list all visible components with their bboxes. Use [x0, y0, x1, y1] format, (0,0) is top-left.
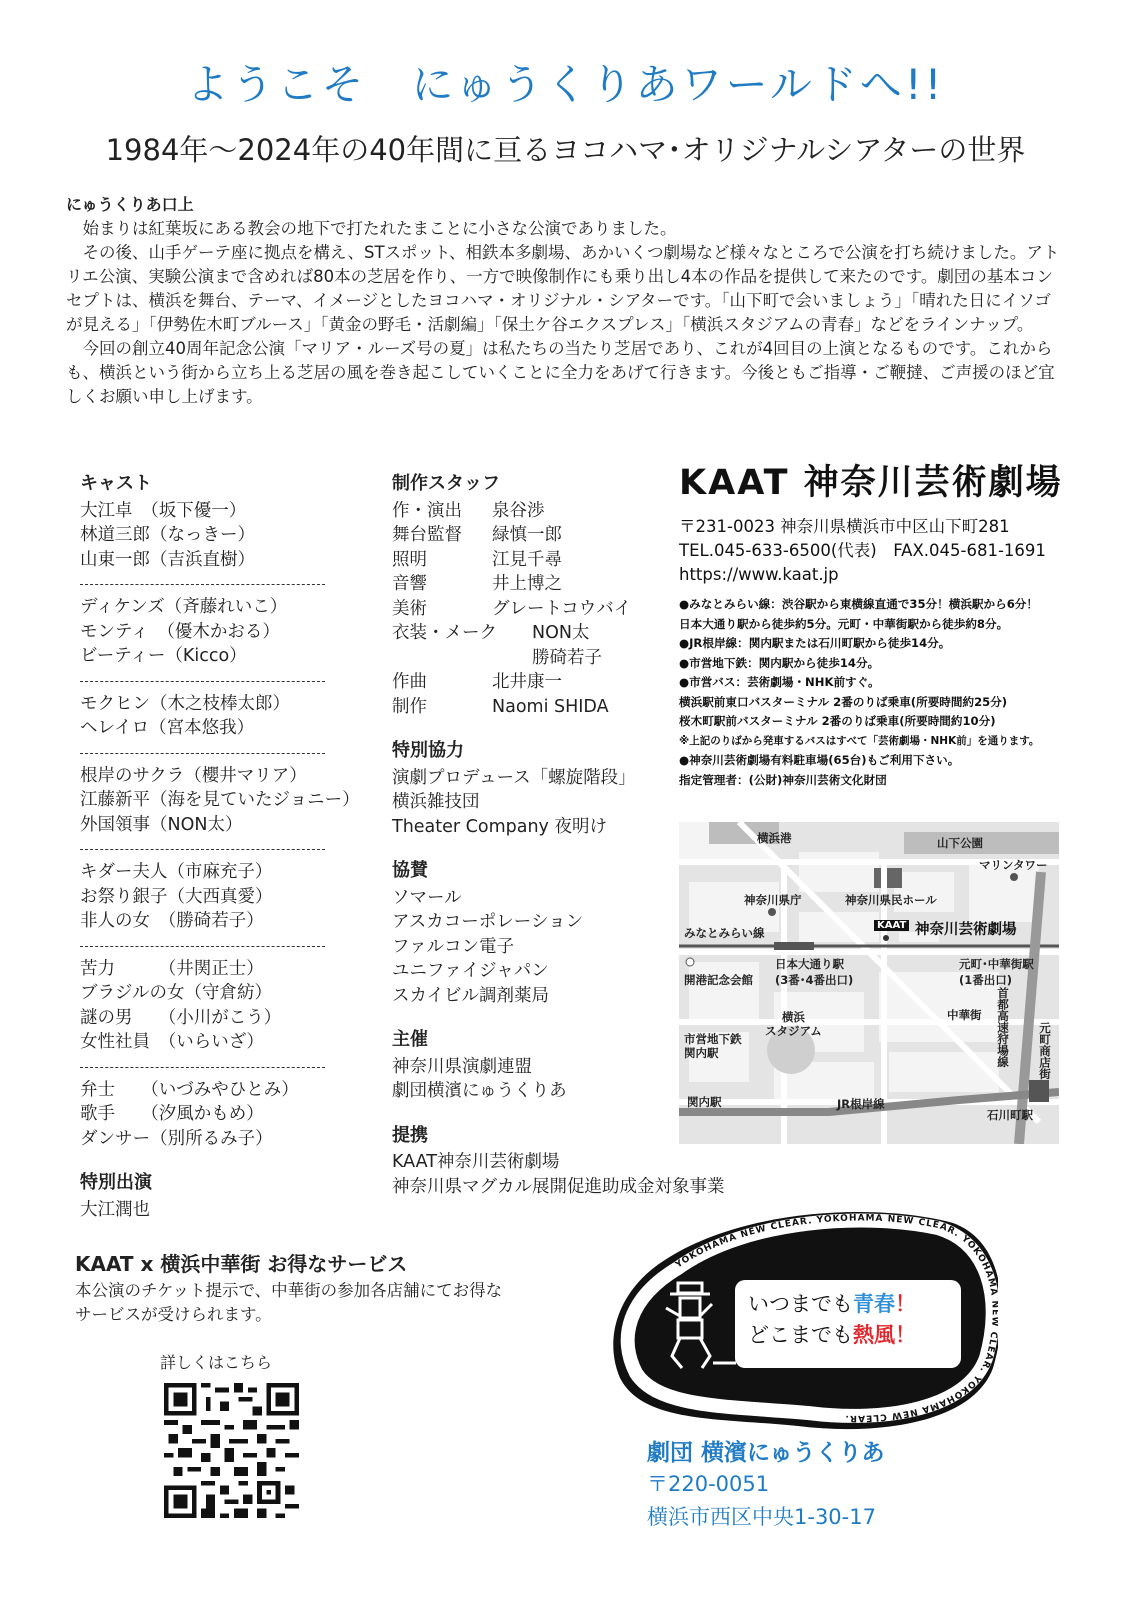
staff-role: 作・演出 — [392, 500, 462, 521]
access-line: ●市営バス：芸術劇場・NHK前すぐ。 — [679, 675, 880, 689]
staff-role: 作曲 — [392, 672, 427, 692]
partner-block — [392, 1124, 725, 1200]
service-body: 本公演のチケット提示で、中華街の参加各店舗にてお得なサービスが受けられます。 — [75, 1281, 503, 1324]
page-subtitle: 1984年～2024年の40年間に亘るヨコハマ･オリジナルシアターの世界 — [105, 133, 1026, 167]
cast-heading: キャスト — [80, 473, 152, 494]
map-label-expressway: 首都高速狩場線 — [996, 987, 1010, 1068]
cast-entry: お祭り銀子（大西真愛） — [80, 886, 273, 907]
staff-heading: 制作スタッフ — [392, 473, 500, 494]
dashed-divider — [80, 753, 325, 754]
badge-graphic — [608, 1208, 998, 1433]
venue-contact — [679, 515, 1089, 587]
slogan-line-2: どこまでも熱風！ — [748, 1323, 916, 1347]
map-label-pref-office: 神奈川県庁 — [744, 893, 802, 907]
staff-person: 緑慎一郎 — [492, 525, 562, 545]
map-label-minatomirai-line: みなとみらい線 — [684, 926, 765, 940]
staff-row — [392, 695, 682, 720]
cast-entry: 林道三郎（なっきー） — [80, 525, 255, 545]
staff-person: 北井康一 — [492, 672, 562, 692]
dashed-divider — [80, 849, 325, 850]
cast-group — [80, 860, 390, 934]
map-label-tower: マリンタワー — [979, 858, 1048, 872]
cast-entry: 根岸のサクラ（櫻井マリア） — [80, 765, 307, 786]
venue-address: 〒231-0023 神奈川県横浜市中区山下町281 — [679, 517, 1010, 536]
map-label-subway-kannai: 市営地下鉄 関内駅 — [684, 1032, 742, 1060]
intro-heading: にゅうくりあ口上 — [66, 195, 194, 214]
organizer-item: 劇団横濱にゅうくりあ — [392, 1081, 567, 1101]
staff-role: 衣装・メーク — [392, 623, 497, 643]
organizer-item: 神奈川県演劇連盟 — [392, 1056, 532, 1077]
cast-entry: モンティ （優木かおる） — [80, 621, 280, 642]
map-label-jr-line: JR根岸線 — [837, 1097, 885, 1111]
map-label-motomachi-exit: (1番出口) — [959, 973, 1013, 987]
intro-paragraph: 始まりは紅葉坂にある教会の地下で打たれたまことに小さな公演でありました。 — [82, 219, 677, 238]
staff-row — [392, 670, 682, 695]
sponsor-item: アスカコーポレーション — [392, 912, 584, 932]
cast-entry: ヘレイロ（宮本悠我） — [80, 718, 255, 738]
cast-entry: ブラジルの女（守倉紡） — [80, 983, 273, 1003]
staff-row — [392, 523, 682, 548]
cast-entry: 女性社員 （いらいざ） — [80, 1032, 264, 1052]
venue-section — [679, 455, 1089, 790]
partner-item: KAAT神奈川芸術劇場 — [392, 1152, 560, 1172]
cast-entry: 大江卓 （坂下優一） — [80, 500, 247, 521]
access-info — [679, 595, 1089, 790]
staff-role: 制作 — [392, 696, 427, 717]
map-label-kaat: 神奈川芸術劇場 — [915, 922, 1017, 938]
service-heading: KAAT x 横浜中華街 お得なサービス — [75, 1252, 408, 1276]
organizer-block — [392, 1028, 682, 1104]
qr-caption: 詳しくはこちら — [160, 1353, 273, 1372]
map-label-chinatown: 中華街 — [947, 1008, 982, 1022]
access-line: 横浜駅前東口バスターミナル 2番のりば乗車(所要時間約25分) — [679, 694, 1008, 709]
sponsors-heading: 協賛 — [392, 860, 428, 881]
staff-role: 舞台監督 — [392, 525, 462, 545]
slogan-line-1: いつまでも青春！ — [748, 1292, 916, 1316]
service-section — [75, 1248, 535, 1327]
intro-paragraph: 今回の創立40周年記念公演「マリア・ルーズ号の夏」は私たちの当たり芝居であり、これが4回目の上演となるものです。これからも、横浜という街から立ち上る芝居の風を巻き起こしていくことに全力をあげて行きます。今後ともご指導・ご鞭撻、ご声援のほど宜しくお願い申し上げます。 — [66, 339, 1055, 406]
staff-row — [392, 572, 682, 597]
map-label-nihon-odori: 日本大通り駅 — [775, 957, 844, 971]
sponsor-item: ユニファイジャパン — [392, 961, 549, 981]
cast-entry: 謎の男 （小川がこう） — [80, 1007, 282, 1028]
staff-row — [392, 597, 682, 622]
staff-person: Naomi SHIDA — [492, 696, 609, 717]
staff-person: グレートコウバイ — [492, 598, 632, 619]
staff-role: 美術 — [392, 598, 427, 619]
troupe-info — [647, 1434, 885, 1533]
cast-entry: モクヒン（木之枝棒太郎） — [80, 693, 290, 714]
cast-entry: キダー夫人（市麻充子） — [80, 862, 273, 882]
cast-section — [80, 472, 390, 1222]
staff-person: 泉谷渉 — [492, 500, 545, 521]
cast-group — [80, 764, 390, 838]
cast-group — [80, 499, 390, 573]
dashed-divider — [80, 681, 325, 682]
cast-group — [80, 1078, 390, 1152]
cooperation-block — [392, 739, 682, 839]
cast-entry: 外国領事（NON太） — [80, 814, 243, 835]
partner-heading: 提携 — [392, 1124, 428, 1146]
kaat-logo: KAAT 神奈川芸術劇場 — [679, 463, 1063, 503]
troupe-name: 劇団 横濱にゅうくりあ — [647, 1440, 885, 1466]
badge-ring-text: YOKOHAMA NEW CLEAR. YOKOHAMA NEW CLEAR. YOKOHAMA CLEAR. YOKOHAMA NEW CLEAR. — [674, 1213, 998, 1423]
qr-code-graphic — [164, 1383, 299, 1518]
sponsors-block — [392, 859, 682, 1008]
cooperation-item: 横浜雑技団 — [392, 792, 480, 812]
venue-phone: TEL.045-633-6500(代表) FAX.045-681-1691 — [679, 541, 1046, 560]
cast-entry: 江藤新平（海を見ていたジョニー） — [80, 790, 360, 810]
cast-entry: ディケンズ（斉藤れいこ） — [80, 597, 288, 617]
map-label-nihon-exit: (3番･4番出口) — [775, 973, 854, 987]
map-kaat-logo: KAAT — [874, 920, 909, 931]
access-line: 日本大通り駅から徒歩約5分。元町・中華街駅から徒歩約8分。 — [679, 616, 1009, 631]
access-line: ●JR根岸線：関内駅または石川町駅から徒歩14分。 — [679, 636, 951, 650]
page-title: ようこそ にゅうくりあワールドへ!! — [186, 60, 945, 109]
map-label-ishikawacho: 石川町駅 — [987, 1108, 1033, 1122]
cast-entry: ビーティー（Kicco） — [80, 646, 247, 666]
sponsor-item: スカイビル調剤薬局 — [392, 985, 549, 1006]
qr-code[interactable] — [164, 1383, 299, 1518]
access-line: ※上記のりばから発車するバスはすべて「芸術劇場・NHK前」を通ります。 — [679, 734, 1040, 747]
access-line: 桜木町駅前バスターミナル 2番のりば乗車(所要時間約10分) — [679, 714, 996, 728]
slogan-badge — [608, 1208, 998, 1433]
intro-section — [66, 193, 1066, 409]
staff-role: 音響 — [392, 574, 427, 594]
staff-person: 井上博之 — [492, 574, 562, 594]
troupe-address: 横浜市西区中央1-30-17 — [647, 1505, 876, 1529]
dashed-divider — [80, 946, 325, 947]
sponsor-item: ソマール — [392, 887, 462, 908]
map-label-park: 山下公園 — [937, 836, 983, 850]
cooperation-item: Theater Company 夜明け — [392, 816, 607, 837]
access-line: 指定管理者：(公財)神奈川芸術文化財団 — [679, 772, 887, 787]
cast-entry: 苦力 （井関正士） — [80, 958, 264, 979]
special-appearance-name: 大江潤也 — [80, 1199, 150, 1220]
cast-group — [80, 957, 390, 1055]
staff-person: 江見千尋 — [492, 549, 562, 570]
staff-person: NON太 勝碕若子 — [532, 623, 602, 668]
staff-role: 照明 — [392, 549, 427, 570]
map-label-stadium: 横浜 スタジアム — [765, 1010, 822, 1038]
map-label-motomachi: 元町･中華街駅 — [959, 957, 1034, 971]
dashed-divider — [80, 584, 325, 585]
cooperation-item: 演劇プロデュース「螺旋階段」 — [392, 767, 636, 788]
staff-row — [392, 621, 682, 670]
map-label-port: 横浜港 — [757, 831, 792, 845]
cast-entry: 歌手 （汐風かもめ） — [80, 1104, 264, 1124]
map-label-shopping-street: 元町商店街 — [1038, 1022, 1052, 1080]
dashed-divider — [80, 1067, 325, 1068]
cast-group — [80, 692, 390, 741]
sponsor-item: ファルコン電子 — [392, 936, 515, 957]
cast-entry: ダンサー（別所るみ子） — [80, 1128, 273, 1149]
cast-entry: 山東一郎（吉浜直樹） — [80, 549, 255, 570]
staff-row — [392, 548, 682, 573]
map-label-hall: 神奈川県民ホール — [845, 893, 937, 907]
access-map — [679, 822, 1059, 1144]
organizer-heading: 主催 — [392, 1029, 428, 1050]
cast-entry: 弁士 （いづみやひとみ） — [80, 1079, 299, 1100]
special-appearance-heading: 特別出演 — [80, 1172, 152, 1193]
troupe-postal: 〒220-0051 — [647, 1472, 770, 1496]
partner-item: 神奈川県マグカル展開促進助成金対象事業 — [392, 1176, 725, 1197]
map-label-memorial: 開港記念会館 — [684, 973, 753, 987]
access-line: ●神奈川芸術劇場有料駐車場(65台)もご利用下さい。 — [679, 753, 960, 767]
venue-url[interactable]: https://www.kaat.jp — [679, 565, 839, 584]
access-line: ●市営地下鉄：関内駅から徒歩14分。 — [679, 655, 880, 670]
access-line: ●みなとみらい線：渋谷駅から東横線直通で35分！横浜駅から6分！ — [679, 597, 1038, 611]
cast-group — [80, 595, 390, 669]
map-label-kannai: 関内駅 — [687, 1095, 722, 1109]
staff-row — [392, 499, 682, 524]
cast-entry: 非人の女 （勝碕若子） — [80, 911, 264, 931]
cooperation-heading: 特別協力 — [392, 740, 464, 761]
intro-paragraph: その後、山手ゲーテ座に拠点を構え、STスポット、相鉄本多劇場、あかいくつ劇場など様々なところで公演を打ち続けました。アトリエ公演、実験公演まで含めれば80本の芝居を作り、一方で映像制作にも乗り出し4本の作品を提供して来たのです。劇団の基本コンセプトは、横浜を舞台、テーマ、イメージとしたヨコハマ・オリジナル・シアターです。「山下町で会いましょう」「晴れた日にイソゴが見える」「伊勢佐木町ブルース」「黄金の野毛・活劇編」「保土ケ谷エクスプレス」「横浜スタジアムの青春」などをラインナップ。 — [66, 243, 1060, 334]
